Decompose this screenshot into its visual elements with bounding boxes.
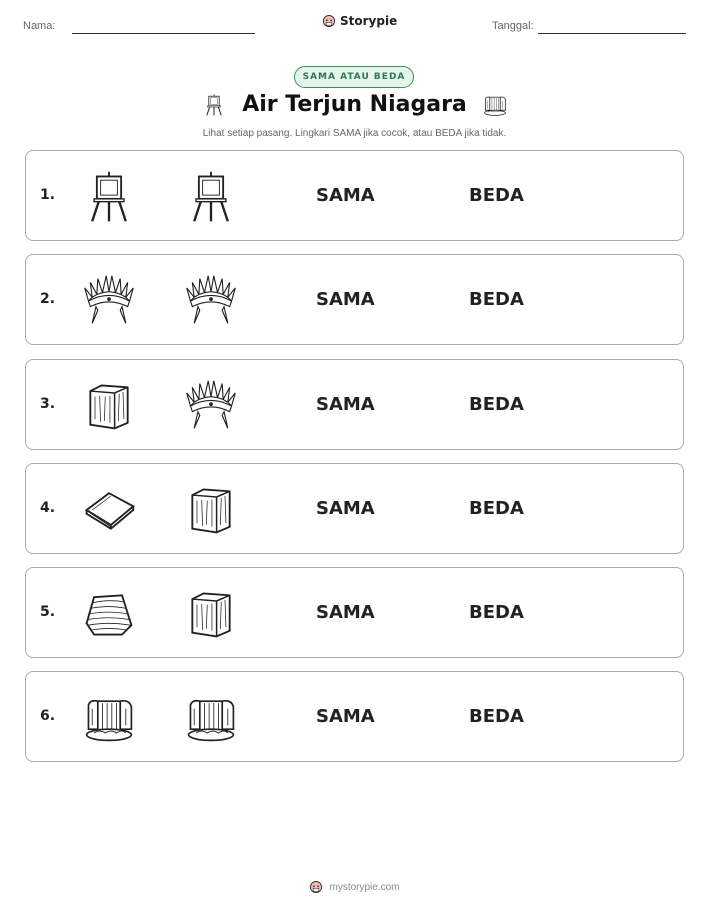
footer-url[interactable]: mystorypie.com xyxy=(329,881,400,893)
footer xyxy=(0,880,709,894)
question-row xyxy=(25,359,684,450)
page-title: Air Terjun Niagara xyxy=(242,92,467,117)
rock-block-icon xyxy=(182,482,240,538)
different-option[interactable]: BEDA xyxy=(469,185,524,206)
name-label: Nama: xyxy=(23,20,56,32)
easel-icon xyxy=(80,169,138,225)
headdress-icon xyxy=(182,273,240,329)
same-option[interactable]: SAMA xyxy=(316,289,375,310)
question-number: 6. xyxy=(40,708,56,724)
same-option[interactable]: SAMA xyxy=(316,498,375,519)
different-option[interactable]: BEDA xyxy=(469,602,524,623)
different-option[interactable]: BEDA xyxy=(469,498,524,519)
waterfall-icon xyxy=(80,690,138,746)
question-number: 5. xyxy=(40,604,56,620)
same-option[interactable]: SAMA xyxy=(316,185,375,206)
name-line[interactable] xyxy=(72,33,255,34)
rock-block-icon xyxy=(182,586,240,642)
question-row xyxy=(25,150,684,241)
activity-badge: SAMA ATAU BEDA xyxy=(294,66,414,88)
different-option[interactable]: BEDA xyxy=(469,289,524,310)
headdress-icon xyxy=(80,273,138,329)
question-number: 1. xyxy=(40,187,56,203)
question-number: 3. xyxy=(40,396,56,412)
instructions: Lihat setiap pasang. Lingkari SAMA jika cocok, atau BEDA jika tidak. xyxy=(202,128,507,139)
mascot-icon xyxy=(322,14,336,28)
same-option[interactable]: SAMA xyxy=(316,706,375,727)
question-row xyxy=(25,463,684,554)
question-number: 2. xyxy=(40,291,56,307)
waterfall-icon xyxy=(182,690,240,746)
layered-rock-icon xyxy=(80,586,138,642)
question-row xyxy=(25,567,684,658)
different-option[interactable]: BEDA xyxy=(469,394,524,415)
headdress-icon xyxy=(182,378,240,434)
rock-block-icon xyxy=(80,378,138,434)
mascot-icon xyxy=(309,880,323,894)
different-option[interactable]: BEDA xyxy=(469,706,524,727)
date-line[interactable] xyxy=(538,33,686,34)
question-row xyxy=(25,671,684,762)
same-option[interactable]: SAMA xyxy=(316,602,375,623)
header-bar xyxy=(0,0,709,50)
brand-name: Storypie xyxy=(340,14,398,28)
question-row xyxy=(25,254,684,345)
date-label: Tanggal: xyxy=(492,20,534,32)
same-option[interactable]: SAMA xyxy=(316,394,375,415)
question-number: 4. xyxy=(40,500,56,516)
easel-icon xyxy=(182,169,240,225)
book-icon xyxy=(80,482,138,538)
brand-logo xyxy=(322,14,397,28)
waterfall-icon xyxy=(480,92,510,118)
